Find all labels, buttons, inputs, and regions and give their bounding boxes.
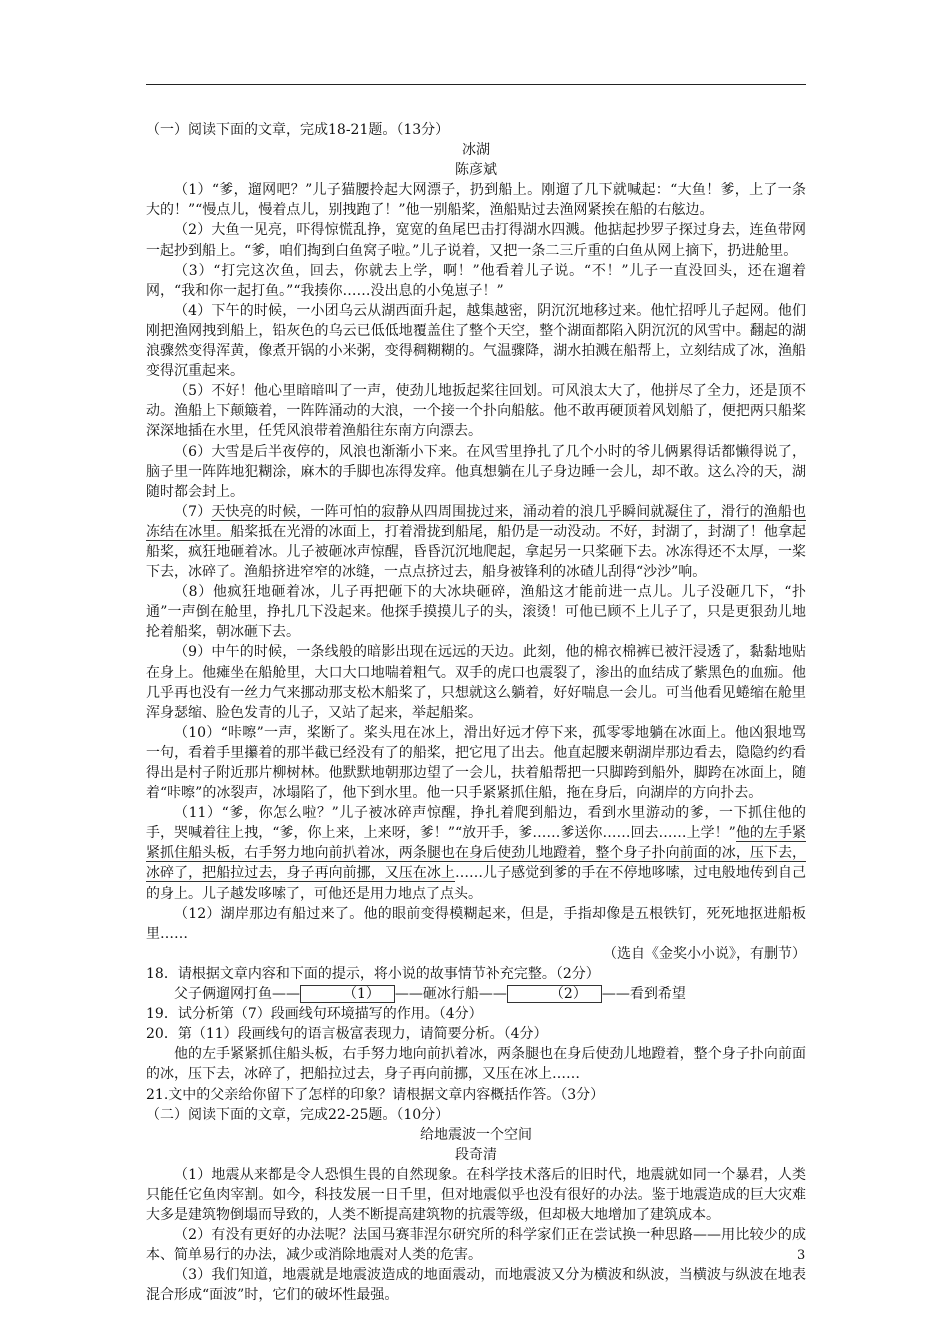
question-18: 18．请根据文章内容和下面的提示，将小说的故事情节补充完整。（2分） — [146, 965, 600, 982]
paragraph-7-rest: 船桨抵在光滑的冰面上，打着滑拢到船尾，船仍是一动没动。不好，封湖了，封湖了！他拿起船桨，疯狂地砸着冰。儿子被砸冰声惊醒，昏昏沉沉地爬起，拿起另一只桨砸下去。冰冻得还不太厚，一桨下去，冰碎了。渔船挤进窄窄的冰缝，一点点挤过去，船身被锋利的冰碴儿刮得“沙沙”响。 — [146, 523, 807, 581]
header-rule — [146, 84, 806, 85]
article1-paragraph-9: （9）中午的时候，一条线般的暗影出现在远远的天边。此刻，他的棉衣棉裤已被汗浸透了，黏黏地贴在身上。他瘫坐在船舱里，大口大口地喘着粗气。双手的虎口也震裂了，渗出的血结成了紫黑色的血痂。他几乎再也没有一丝力气来挪动那支松木船桨了，只想就这么躺着，好好喘息一会儿。可当他看见蜷缩在舱里浑身瑟缩、脸色发青的儿子，又站了起来，举起船桨。 — [146, 644, 806, 721]
article1-paragraph-7 — [146, 502, 806, 582]
plot-outline — [146, 984, 806, 1004]
plot-step-3: ——看到希望 — [601, 986, 686, 1003]
article1-paragraph-1: （1）“爹，遛网吧？”儿子猫腰拎起大网漂子，扔到船上。刚遛了几下就喊起：“大鱼！爹，上了一条大的！”“慢点儿，慢着点儿，别拽跑了！”他一别船桨，渔船贴过去渔网紧挨在船的右舷边。 — [146, 182, 806, 219]
article1-paragraph-11 — [146, 803, 806, 903]
answer-blank-2[interactable]: （2） — [507, 985, 602, 1003]
paragraph-11-start: （11）“爹，你怎么啦？”儿子被冰碎声惊醒，挣扎着爬到船边，看到水里游动的爹，一下抓住他的手，哭喊着往上拽，“爹，你上来，上来呀，爹！”“放开手，爹……爹送你……回去……上学！” — [146, 805, 806, 842]
article1-paragraph-5: （5）不好！他心里暗暗叫了一声，使劲儿地扳起桨往回划。可风浪太大了，他拼尽了全力，还是顶不动。渔船上下颠簸着，一阵阵涌动的大浪，一个接一个扑向船舷。他不敢再硬顶着风划船了，便把两只船桨深深地插在水里，任凭风浪带着渔船往东南方向漂去。 — [146, 383, 806, 440]
underlined-sentence-p7: 天快亮的时候，一阵可怕的寂静从四周围拢过来，涌动着的浪几乎瞬间就凝住了，滑行的渔船也冻结在冰里。 — [146, 503, 806, 540]
article1-paragraph-2: （2）大鱼一见亮，吓得惊慌乱挣，宽宽的鱼尾巴击打得湖水四溅。他掂起抄罗子探过身去，连鱼带网一起抄到船上。“爹，咱们掏到白鱼窝子啦。”儿子说着，又把一条二三斤重的白鱼从网上摘下，扔进舱里。 — [146, 222, 806, 259]
article1-paragraph-4: （4）下午的时候，一小团乌云从湖西面升起，越集越密，阴沉沉地移过来。他忙招呼儿子起网。他们刚把渔网拽到船上，铅灰色的乌云已低低地覆盖住了整个天空，整个湖面都陷入阴沉沉的风雪中。翻起的湖浪骤然变得浑黄，像煮开锅的小米粥，变得稠糊糊的。气温骤降，湖水拍溅在船帮上，立刻结成了冰，渔船变得沉重起来。 — [146, 302, 806, 380]
article2-paragraph-3: （3）我们知道，地震就是地震波造成的地面震动，而地震波又分为横波和纵波，当横波与纵波在地表混合形成“面波”时，它们的破坏性最强。 — [146, 1267, 806, 1304]
article1-paragraph-6: （6）大雪是后半夜停的，风浪也渐渐小下来。在风雪里挣扎了几个小时的爷儿俩累得话都懒得说了，脑子里一阵阵地犯糊涂，麻木的手脚也冻得发痒。他真想躺在儿子身边睡一会儿，却不敢。这么冷的天，湖随时都会封上。 — [146, 443, 806, 500]
page-number: 3 — [797, 1248, 806, 1263]
article1-paragraph-3: （3）“打完这次鱼，回去，你就去上学，啊！”他看着儿子说。“不！”儿子一直没回头，还在遛着网，“我和你一起打鱼。”“我揍你……没出息的小兔崽子！” — [146, 262, 806, 299]
article2-paragraph-2: （2）有没有更好的办法呢？法国马赛菲涅尔研究所的科学家们正在尝试换一种思路——用比较少的成本、简单易行的办法，减少或消除地震对人类的危害。 — [146, 1227, 806, 1264]
article1-paragraph-10: （10）“咔嚓”一声，桨断了。桨头甩在冰上，滑出好远才停下来，孤零零地躺在冰面上。他凶狠地骂一句，看着手里攥着的那半截已经没有了的船桨，把它甩了出去。他直起腰来朝湖岸那边看去，隐隐约约看得出是村子附近那片柳树林。他默默地朝那边望了一会儿，扶着船帮把一只脚跨到船外，脚跨在冰面上，随着“咔嚓”的冰裂声，冰塌陷了，他下到水里。他一只手紧紧抓住船，拖在身后，向湖岸的方向扑去。 — [146, 724, 806, 802]
question-19: 19．试分析第（7）段画线句环境描写的作用。（4分） — [146, 1006, 483, 1023]
section2-intro: （二）阅读下面的文章，完成22-25题。（10分） — [146, 1106, 450, 1123]
article1-paragraph-8: （8）他疯狂地砸着冰，儿子再把砸下的大冰块砸碎，渔船这才能前进一点儿。儿子没砸几下，“扑通”一声倒在舱里，挣扎几下没起来。他探手摸摸儿子的头，滚烫！可他已顾不上儿子了，只是更狠劲儿地抡着船桨，朝冰砸下去。 — [146, 584, 806, 641]
article1-author: 陈彦斌 — [455, 162, 497, 179]
article2-title: 给地震波一个空间 — [420, 1126, 532, 1143]
document-body — [146, 120, 806, 1306]
plot-step-1: 父子俩遛网打鱼—— — [174, 986, 300, 1003]
article1-title: 冰湖 — [462, 142, 490, 159]
underlined-sentence-p11: 他的左手紧紧抓住船头板，右手努力地向前扒着冰，两条腿也在身后使劲儿地蹬着，整个身子扑向前面的冰，压下去，冰碎了，把船拉过去，身子再向前挪，又压在冰上 — [146, 825, 806, 882]
paragraph-11-rest: ……儿子感觉到爹的手在不停地哆嗦，过电般地传到自己的身上。儿子越发哆嗦了，可他还是用力地点了点头。 — [146, 865, 807, 902]
section1-intro: （一）阅读下面的文章，完成18-21题。（13分） — [146, 122, 450, 138]
answer-blank-1[interactable]: （1） — [300, 985, 395, 1003]
article2-paragraph-1: （1）地震从来都是令人恐惧生畏的自然现象。在科学技术落后的旧时代，地震就如同一个暴君，人类只能任它鱼肉宰割。如今，科技发展一日千里，但对地震似乎也没有很好的办法。鉴于地震造成的巨大灾难大多是建筑物倒塌而导致的，人类不断提高建筑物的抗震等级，但却极大地增加了建筑成本。 — [146, 1166, 806, 1224]
article1-source: （选自《金奖小小说》，有删节） — [603, 945, 806, 962]
article2-author: 段奇清 — [455, 1146, 497, 1163]
question-20: 20．第（11）段画线句的语言极富表现力，请简要分析。（4分） — [146, 1026, 548, 1043]
article1-paragraph-12: （12）湖岸那边有船过来了。他的眼前变得模糊起来，但是，手指却像是五根铁钉，死死地抠进船板里…… — [146, 905, 806, 942]
paragraph-number: （7） — [174, 503, 212, 520]
plot-step-2: ——砸冰行船—— — [394, 986, 507, 1003]
question-21: 21.文中的父亲给你留下了怎样的印象？请根据文章内容概括作答。（3分） — [146, 1086, 605, 1103]
question-20-quote: 他的左手紧紧抓住船头板，右手努力地向前扒着冰，两条腿也在身后使劲儿地蹬着，整个身子扑向前面的冰，压下去，冰碎了，把船拉过去，身子再向前挪，又压在冰上…… — [146, 1046, 806, 1083]
